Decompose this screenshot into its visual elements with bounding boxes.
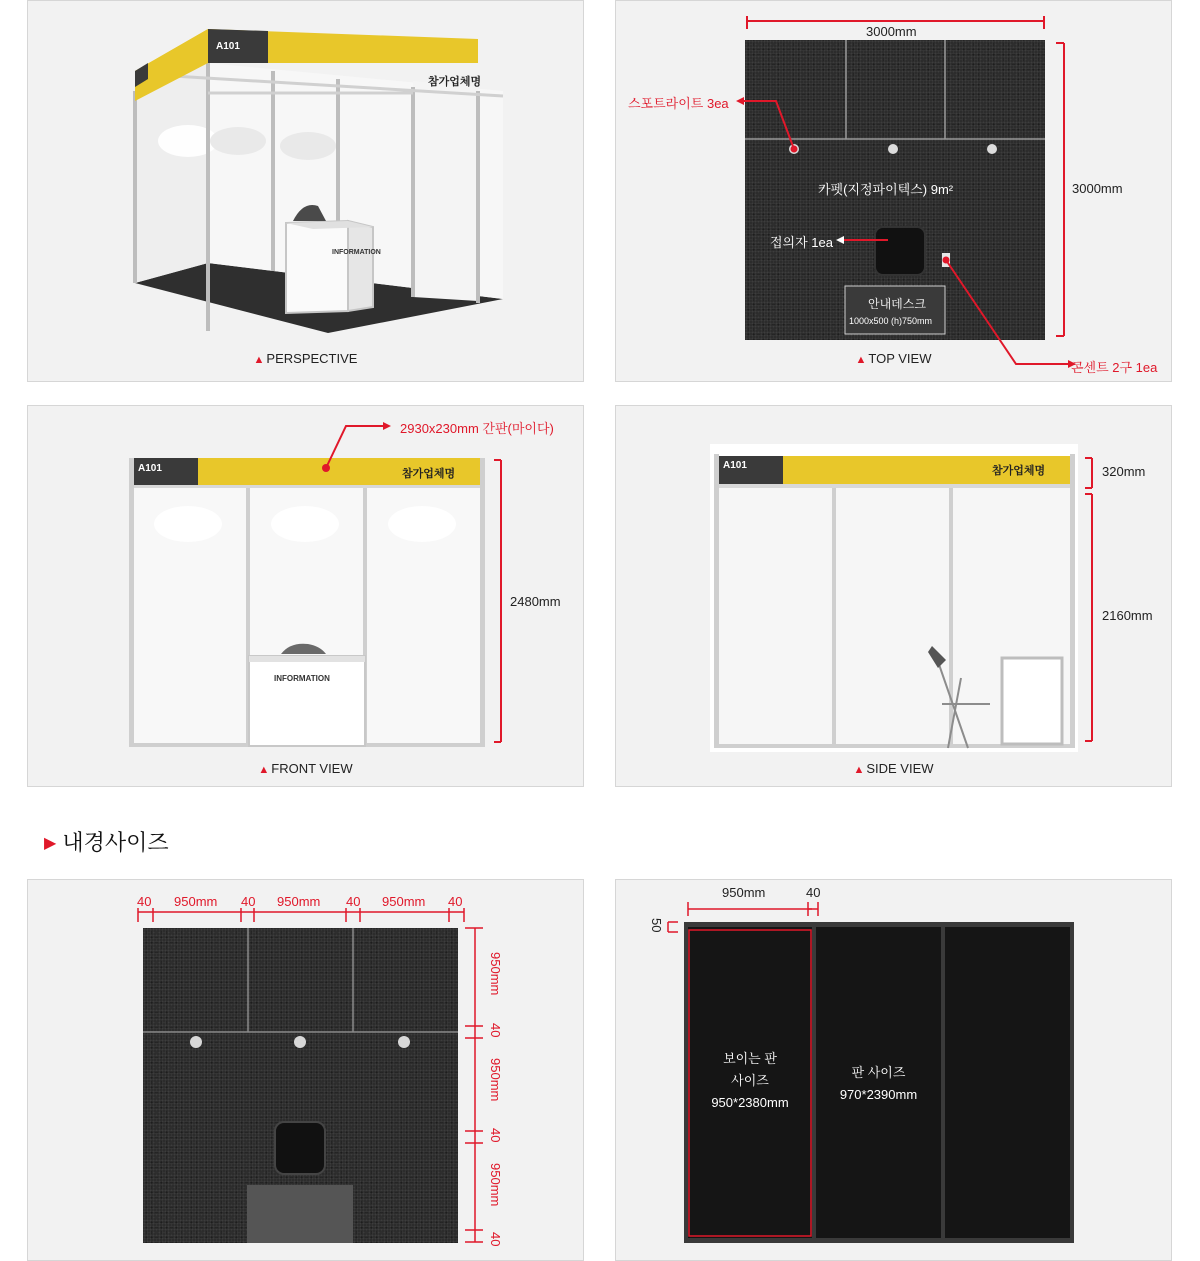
panel-size-title: 판 사이즈: [851, 1065, 906, 1080]
front-booth-code: A101: [138, 463, 162, 474]
front-company-label: 참가업체명: [402, 468, 456, 480]
panel-gap-label: 40: [806, 885, 821, 900]
interior-plan-panel: [27, 879, 584, 1261]
side-view-illustration: [616, 406, 1172, 787]
caption-triangle-icon: ▲: [853, 764, 865, 776]
plan-top-dim-2: 40: [241, 894, 256, 909]
panel-size-panel: [615, 879, 1172, 1261]
top-view-depth-label: 3000mm: [1072, 181, 1123, 196]
plan-side-dim-0: 950mm: [488, 952, 503, 996]
side-fascia-height-label: 320mm: [1102, 464, 1146, 479]
desk-title: 안내데스크: [868, 297, 926, 311]
plan-top-dim-1: 950mm: [174, 894, 218, 909]
side-view-caption: ▲ SIDE VIEW: [853, 761, 934, 776]
interior-section-title: ▶ 내경사이즈: [44, 830, 169, 855]
panel-size-text: [816, 1062, 941, 1106]
plan-side-dim-5: 40: [488, 1232, 503, 1247]
side-view-panel: [615, 405, 1172, 787]
plan-top-dim-4: 40: [346, 894, 361, 909]
plan-side-dim-1: 40: [488, 1023, 503, 1038]
front-view-panel: [27, 405, 584, 787]
plan-side-dim-4: 950mm: [488, 1163, 503, 1207]
caption-triangle-icon: ▲: [258, 764, 270, 776]
side-wall-height-label: 2160mm: [1102, 608, 1153, 623]
perspective-illustration: [28, 1, 584, 382]
perspective-company-label: 참가업체명: [428, 76, 482, 88]
visible-panel-text: [689, 1048, 811, 1114]
visible-panel-title-2: 사이즈: [731, 1073, 769, 1088]
perspective-panel: [27, 0, 584, 382]
perspective-desk-label: INFORMATION: [332, 249, 381, 256]
visible-panel-title-1: 보이는 판: [723, 1051, 777, 1066]
plan-top-dim-3: 950mm: [277, 894, 321, 909]
panel-size-value: 970*2390mm: [839, 1087, 918, 1102]
perspective-booth-code: A101: [216, 41, 240, 52]
fascia-label: 2930x230mm 간판(마이다): [400, 421, 554, 436]
plan-top-dim-5: 950mm: [382, 894, 426, 909]
caption-triangle-icon: ▲: [855, 354, 867, 366]
plan-top-dim-6: 40: [448, 894, 463, 909]
top-view-width-label: 3000mm: [866, 24, 917, 39]
plan-top-dim-0: 40: [137, 894, 152, 909]
visible-panel-size: 950*2380mm: [711, 1095, 789, 1110]
front-desk-label: INFORMATION: [274, 674, 330, 683]
front-view-caption: ▲ FRONT VIEW: [258, 761, 353, 776]
chair-label: 접의자 1ea: [770, 235, 833, 250]
front-height-label: 2480mm: [510, 594, 561, 609]
desk-size: 1000x500 (h)750mm: [849, 316, 933, 326]
plan-side-dim-3: 40: [488, 1128, 503, 1143]
carpet-label: 카펫(지정파이텍스) 9m²: [818, 182, 954, 197]
side-company-label: 참가업체명: [992, 465, 1046, 477]
caption-triangle-icon: ▲: [253, 354, 265, 366]
perspective-caption: ▲ PERSPECTIVE: [253, 351, 358, 366]
panel-width-label: 950mm: [722, 885, 766, 900]
plan-side-dim-2: 950mm: [488, 1058, 503, 1102]
front-view-illustration: [28, 406, 584, 787]
top-view-caption: ▲ TOP VIEW: [855, 351, 932, 366]
spotlight-label: 스포트라이트 3ea: [628, 96, 729, 111]
outlet-label: 콘센트 2구 1ea: [1071, 360, 1158, 375]
top-view-panel: [615, 0, 1172, 382]
section-arrow-icon: ▶: [44, 835, 57, 852]
panel-top-label: 50: [649, 918, 664, 933]
side-booth-code: A101: [723, 460, 747, 471]
